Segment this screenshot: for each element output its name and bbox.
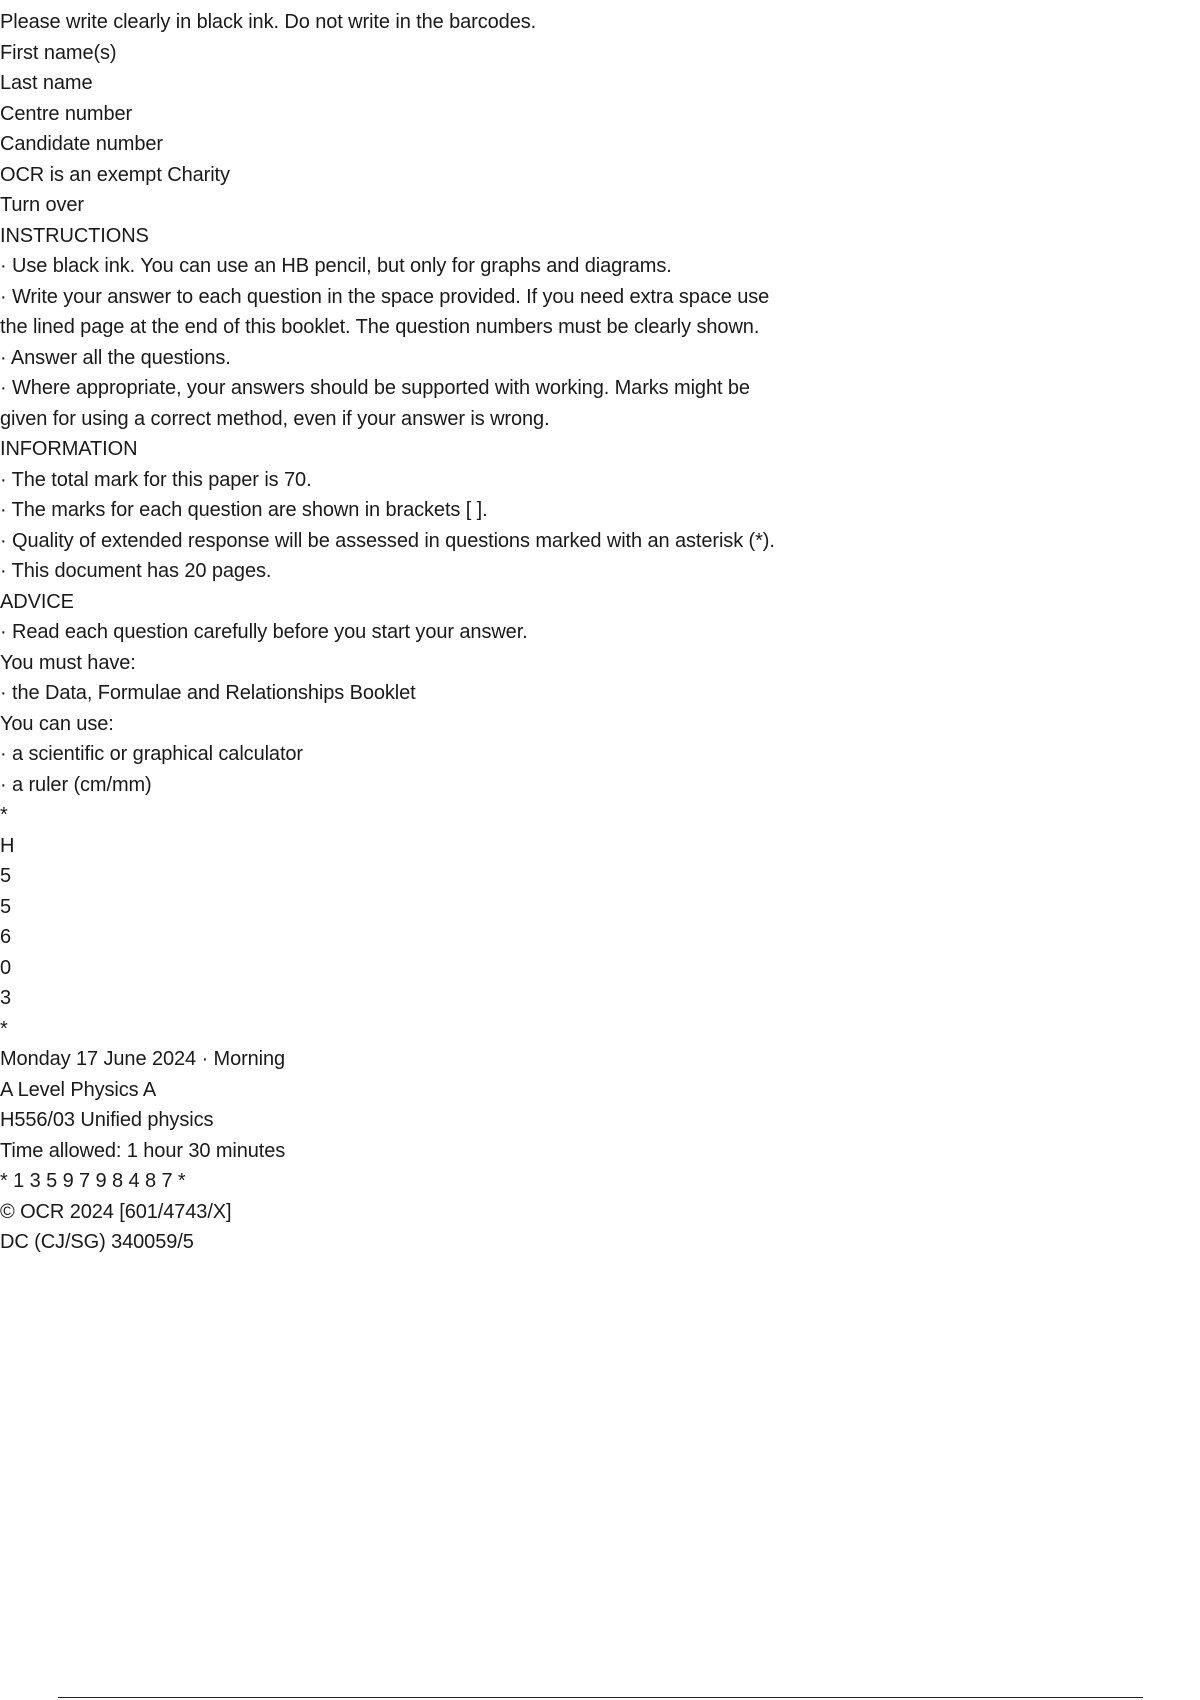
section-heading: ADVICE [0, 590, 74, 613]
text-line: Last name [0, 72, 93, 94]
text-line: H [0, 834, 15, 857]
text-line: · Quality of extended response will be assessed in questions marked with an asterisk (*). [0, 529, 775, 552]
text-line: · Use black ink. You can use an HB pencil, but only for graphs and diagrams. [0, 255, 672, 277]
text-line: 5 [0, 865, 12, 887]
text-line: · The total mark for this paper is 70. [0, 468, 312, 491]
time-allowed: Time allowed: 1 hour 30 minutes [0, 1139, 286, 1162]
section-heading: INSTRUCTIONS [0, 224, 149, 247]
text-line: OCR is an exempt Charity [0, 163, 230, 186]
text-line: Candidate number [0, 133, 163, 155]
text-line: Centre number [0, 102, 133, 125]
text-line: · Where appropriate, your answers should be supported with working. Marks might be [0, 377, 750, 399]
section-heading: INFORMATION [0, 438, 138, 460]
document-reference: DC (CJ/SG) 340059/5 [0, 1231, 194, 1253]
footer-divider [58, 1697, 1143, 1698]
text-line: · Read each question carefully before you start your answer. [0, 621, 528, 643]
text-line: given for using a correct method, even if your answer is wrong. [0, 407, 550, 430]
barcode-number: * 1 3 5 9 7 9 8 4 8 7 * [0, 1170, 186, 1192]
text-line: · Write your answer to each question in the space provided. If you need extra space use [0, 285, 770, 308]
text-line: the lined page at the end of this booklet. The question numbers must be clearly shown. [0, 316, 760, 338]
text-line: · Answer all the questions. [0, 346, 231, 369]
exam-date: Monday 17 June 2024 · Morning [0, 1048, 286, 1070]
text-line: Please write clearly in black ink. Do not write in the barcodes. [0, 11, 537, 33]
text-line: · a scientific or graphical calculator [0, 743, 303, 765]
text-line: · a ruler (cm/mm) [0, 773, 152, 796]
text-line: Turn over [0, 194, 84, 216]
text-line: You can use: [0, 712, 114, 735]
exam-subject: A Level Physics A [0, 1078, 157, 1101]
copyright-notice: © OCR 2024 [601/4743/X] [0, 1200, 232, 1223]
text-line: 6 [0, 926, 12, 948]
text-line: · The marks for each question are shown in brackets [ ]. [0, 499, 488, 521]
paper-code: H556/03 Unified physics [0, 1109, 214, 1131]
document-text [0, 7, 1200, 1258]
text-line: * [0, 804, 8, 826]
text-line: 0 [0, 956, 12, 979]
text-line: 3 [0, 987, 12, 1009]
text-line: First name(s) [0, 41, 117, 64]
text-line: You must have: [0, 651, 136, 674]
text-line: · the Data, Formulae and Relationships Booklet [0, 682, 416, 704]
text-line: 5 [0, 895, 12, 918]
text-line: * [0, 1017, 8, 1040]
text-line: · This document has 20 pages. [0, 560, 272, 582]
